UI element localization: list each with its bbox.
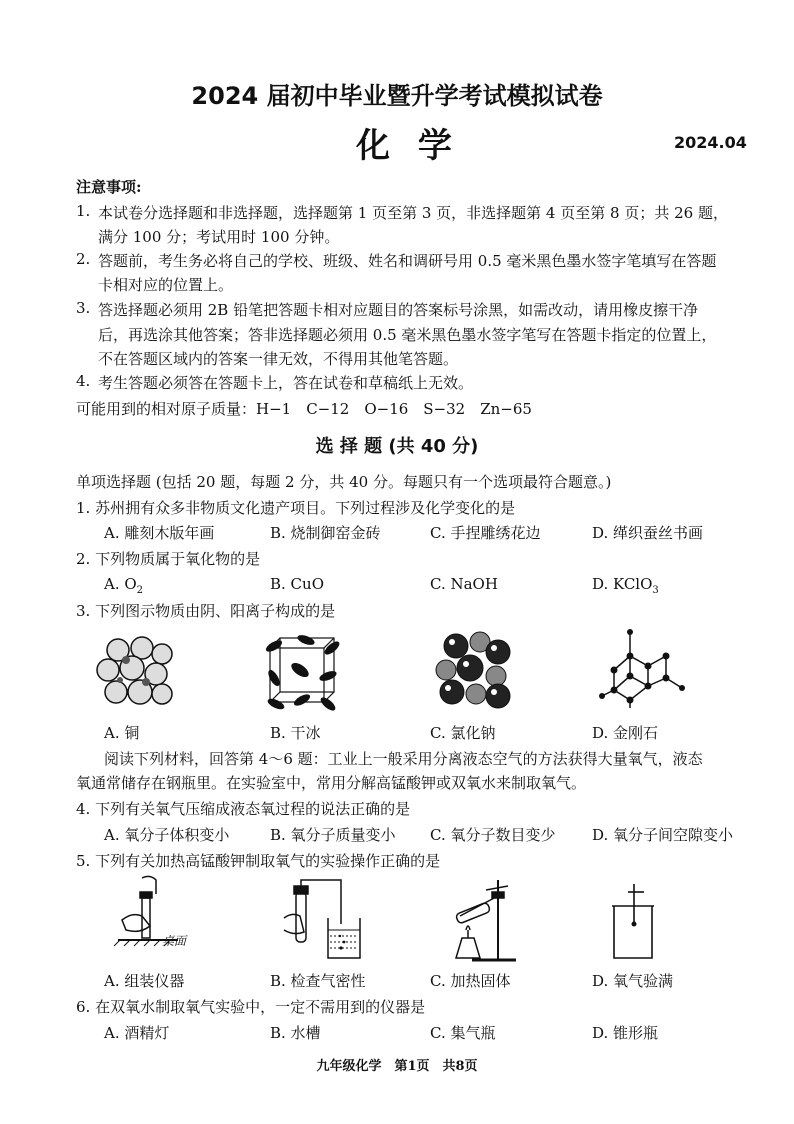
exam-date: 2024.04 [674, 133, 747, 152]
question-3-option-a[interactable]: A. 铜 [104, 724, 140, 742]
question-6-option-a[interactable]: A. 酒精灯 [104, 1024, 170, 1042]
atomic-masses: 可能用到的相对原子质量：H−1 C−12 O−16 S−32 Zn−65 [76, 400, 532, 418]
subject-title: 化 学 [356, 126, 460, 166]
question-2-option-c[interactable]: C. NaOH [430, 575, 498, 593]
question-3-stem: 3. 下列图示物质由阴、阳离子构成的是 [76, 602, 336, 620]
reading-passage-line-1: 阅读下列材料，回答第 4～6 题：工业上一般采用分离液态空气的方法获得大量氧气，液态 [104, 750, 703, 768]
section-instruction: 单项选择题 (包括 20 题，每题 2 分，共 40 分。每题只有一个选项最符合题意。) [76, 473, 612, 491]
question-3-option-d[interactable]: D. 金刚石 [592, 724, 659, 742]
question-6-stem: 6. 在双氧水制取氧气实验中，一定不需用到的仪器是 [76, 998, 426, 1016]
question-1-option-c[interactable]: C. 手捏雕绣花边 [430, 524, 541, 542]
notice-heading: 注意事项: [76, 178, 142, 196]
question-5-option-d[interactable]: D. 氧气验满 [592, 972, 674, 990]
desk-label: 桌面 [162, 934, 187, 948]
question-2-option-d[interactable]: D. KClO$_3$ [592, 575, 659, 596]
oxygen-full-test-figure [608, 882, 658, 962]
notice-item-3-line-2: 后，再选涂其他答案；答非选择题必须用 0.5 毫米黑色墨水签字笔写在答题卡指定的位置上， [98, 326, 717, 344]
sodium-chloride-structure-figure [434, 630, 514, 712]
question-5-stem: 5. 下列有关加热高锰酸钾制取氧气的实验操作正确的是 [76, 852, 441, 870]
question-6-option-b[interactable]: B. 水槽 [270, 1024, 321, 1042]
question-3-option-b[interactable]: B. 干冰 [270, 724, 321, 742]
question-5-option-a[interactable]: A. 组装仪器 [104, 972, 185, 990]
notice-item-2-line-1: 答题前，考生务必将自己的学校、班级、姓名和调研号用 0.5 毫米黑色墨水签字笔填写在答题 [98, 252, 717, 270]
question-2-option-b[interactable]: B. CuO [270, 575, 324, 593]
notice-item-1-line-2: 满分 100 分；考试用时 100 分钟。 [98, 228, 340, 246]
exam-title: 2024 届初中毕业暨升学考试模拟试卷 [191, 82, 603, 110]
notice-item-3-num: 3. [76, 299, 91, 317]
notice-item-2-num: 2. [76, 250, 91, 268]
airtightness-check-figure [282, 878, 372, 964]
question-3-option-c[interactable]: C. 氯化钠 [430, 724, 496, 742]
notice-item-2-line-2: 卡相对应的位置上。 [98, 276, 234, 294]
question-5-option-b[interactable]: B. 检查气密性 [270, 972, 366, 990]
notice-item-3-line-3: 不在答题区域内的答案一律无效，不得用其他笔答题。 [98, 350, 459, 368]
question-2-option-a[interactable]: A. $O_2$ [104, 575, 144, 596]
question-4-option-c[interactable]: C. 氧分子数目变少 [430, 826, 556, 844]
notice-item-1-num: 1. [76, 202, 91, 220]
notice-item-3-line-1: 答选择题必须用 2B 铅笔把答题卡相对应题目的答案标号涂黑，如需改动，请用橡皮擦干净 [98, 301, 699, 319]
question-4-option-b[interactable]: B. 氧分子质量变小 [270, 826, 396, 844]
question-4-option-a[interactable]: A. 氧分子体积变小 [104, 826, 230, 844]
question-1-stem: 1. 苏州拥有众多非物质文化遗产项目。下列过程涉及化学变化的是 [76, 499, 516, 517]
reading-passage-line-2: 氧通常储存在钢瓶里。在实验室中，常用分解高锰酸钾或双氧水来制取氧气。 [76, 774, 587, 792]
question-5-option-c[interactable]: C. 加热固体 [430, 972, 511, 990]
question-1-option-a[interactable]: A. 雕刻木版年画 [104, 524, 215, 542]
question-1-option-d[interactable]: D. 缂织蚕丝书画 [592, 524, 704, 542]
notice-item-1-line-1: 本试卷分选择题和非选择题，选择题第 1 页至第 3 页，非选择题第 4 页至第 8 页；共 26 题， [98, 204, 728, 222]
question-4-stem: 4. 下列有关氧气压缩成液态氧过程的说法正确的是 [76, 800, 411, 818]
page-footer: 九年级化学 第1页 共8页 [316, 1059, 478, 1074]
question-2-stem: 2. 下列物质属于氧化物的是 [76, 550, 261, 568]
question-4-option-d[interactable]: D. 氧分子间空隙变小 [592, 826, 734, 844]
copper-structure-figure [96, 636, 176, 708]
question-6-option-d[interactable]: D. 锥形瓶 [592, 1024, 659, 1042]
notice-item-4-line-1: 考生答题必须答在答题卡上，答在试卷和草稿纸上无效。 [98, 374, 474, 392]
notice-item-4-num: 4. [76, 372, 91, 390]
dry-ice-structure-figure [262, 634, 342, 714]
question-6-option-c[interactable]: C. 集气瓶 [430, 1024, 496, 1042]
heating-solid-figure [442, 876, 522, 966]
question-1-option-b[interactable]: B. 烧制御窑金砖 [270, 524, 381, 542]
diamond-structure-figure [600, 626, 688, 710]
section-title: 选 择 题 (共 40 分) [315, 436, 479, 457]
